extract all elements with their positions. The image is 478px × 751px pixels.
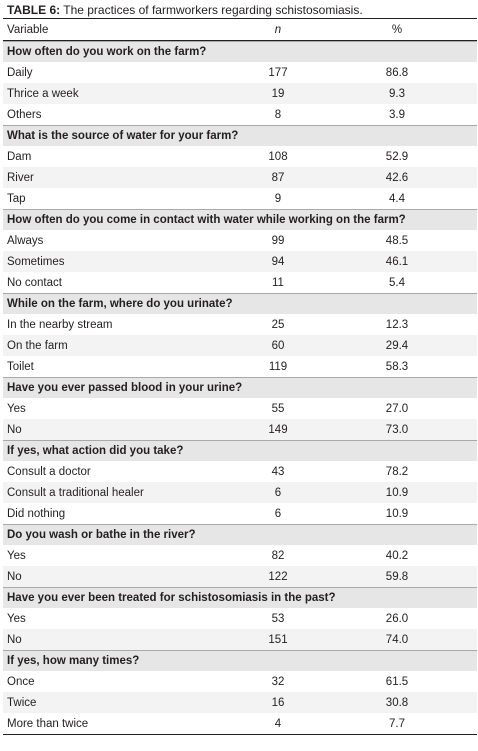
row-percent-value: 3.9 — [389, 108, 405, 121]
row-n-value: 151 — [268, 633, 288, 646]
table-row — [3, 419, 477, 440]
row-label: Yes — [7, 612, 26, 625]
row-percent-value: 7.7 — [389, 717, 405, 730]
row-percent-value: 59.8 — [385, 570, 409, 583]
row-percent-value: 12.3 — [385, 318, 409, 331]
row-label: In the nearby stream — [7, 318, 113, 331]
row-label: Dam — [7, 150, 32, 163]
row-percent-value: 10.9 — [385, 507, 409, 520]
row-label: Others — [7, 108, 42, 121]
row-label: Consult a doctor — [7, 465, 91, 478]
row-percent-value: 86.8 — [385, 66, 409, 79]
row-percent-value: 78.2 — [385, 465, 409, 478]
row-n-value: 43 — [271, 465, 285, 478]
section-title: If yes, how many times? — [7, 655, 140, 667]
table-row — [3, 545, 477, 566]
row-n-value: 6 — [274, 507, 282, 520]
row-label: Thrice a week — [7, 87, 79, 100]
table-row — [3, 671, 477, 692]
row-n-value: 25 — [271, 318, 285, 331]
row-n-value: 53 — [271, 612, 285, 625]
row-label: Did nothing — [7, 507, 66, 520]
row-percent-value: 46.1 — [385, 255, 409, 268]
row-percent-value: 52.9 — [385, 150, 409, 163]
row-label: No — [7, 423, 22, 436]
row-percent-value: 29.4 — [385, 339, 409, 352]
section-title: How often do you work on the farm? — [7, 46, 207, 58]
section-title: How often do you come in contact with water while working on the farm? — [7, 214, 406, 226]
table-row — [3, 566, 477, 587]
row-label: Toilet — [7, 360, 34, 373]
row-percent-value: 27.0 — [385, 402, 409, 415]
table-row — [3, 230, 477, 251]
table-row — [3, 356, 477, 377]
table-label: TABLE 6: — [7, 3, 61, 17]
table-row — [3, 482, 477, 503]
row-n-value: 9 — [274, 192, 282, 205]
row-percent-value: 74.0 — [385, 633, 409, 646]
row-n-value: 16 — [271, 696, 285, 709]
row-percent-value: 10.9 — [385, 486, 409, 499]
section-title: Have you ever been treated for schistosomiasis in the past? — [7, 592, 336, 604]
table-row — [3, 272, 477, 293]
row-n-value: 82 — [271, 549, 285, 562]
section-title: Do you wash or bathe in the river? — [7, 529, 196, 541]
row-n-value: 6 — [274, 486, 282, 499]
table-row — [3, 692, 477, 713]
table-body — [3, 41, 477, 734]
row-n-value: 55 — [271, 402, 285, 415]
table-row — [3, 251, 477, 272]
row-n-value: 60 — [271, 339, 285, 352]
header-n: n — [274, 23, 282, 36]
table-row — [3, 104, 477, 125]
row-percent-value: 48.5 — [385, 234, 409, 247]
section-header-row — [3, 524, 477, 545]
row-percent-value: 4.4 — [389, 192, 405, 205]
table-row — [3, 503, 477, 524]
row-label: Consult a traditional healer — [7, 486, 144, 499]
table-row — [3, 167, 477, 188]
row-label: Always — [7, 234, 44, 247]
row-percent-value: 40.2 — [385, 549, 409, 562]
row-percent-value: 9.3 — [389, 87, 405, 100]
section-header-row — [3, 125, 477, 146]
section-title: If yes, what action did you take? — [7, 445, 184, 457]
row-label: Yes — [7, 402, 26, 415]
row-n-value: 108 — [268, 150, 288, 163]
row-n-value: 4 — [274, 717, 282, 730]
header-percent: % — [391, 23, 403, 36]
header-variable: Variable — [7, 23, 49, 36]
section-header-row — [3, 377, 477, 398]
table-row — [3, 461, 477, 482]
row-n-value: 87 — [271, 171, 285, 184]
table-row — [3, 713, 477, 734]
row-label: No — [7, 633, 22, 646]
row-percent-value: 61.5 — [385, 675, 409, 688]
row-label: Twice — [7, 696, 37, 709]
table-row — [3, 314, 477, 335]
row-n-value: 11 — [272, 276, 284, 289]
table-row — [3, 188, 477, 209]
section-title: What is the source of water for your farm? — [7, 130, 239, 142]
row-percent-value: 5.4 — [389, 276, 405, 289]
row-label: Daily — [7, 66, 33, 79]
row-label: On the farm — [7, 339, 68, 352]
row-n-value: 99 — [271, 234, 285, 247]
section-header-row — [3, 650, 477, 671]
row-label: More than twice — [7, 717, 89, 730]
section-header-row — [3, 587, 477, 608]
section-header-row — [3, 293, 477, 314]
section-header-row — [3, 41, 477, 62]
row-n-value: 177 — [268, 66, 288, 79]
row-n-value: 94 — [271, 255, 285, 268]
row-label: Once — [7, 675, 35, 688]
row-label: Sometimes — [7, 255, 65, 268]
table-row — [3, 83, 477, 104]
section-header-row — [3, 440, 477, 461]
row-percent-value: 30.8 — [385, 696, 409, 709]
table-row — [3, 146, 477, 167]
table-title: The practices of farmworkers regarding schistosomiasis. — [63, 3, 363, 17]
row-n-value: 19 — [271, 87, 285, 100]
row-n-value: 32 — [271, 675, 285, 688]
row-n-value: 8 — [274, 108, 282, 121]
row-label: Tap — [7, 192, 26, 205]
row-n-value: 119 — [268, 360, 288, 373]
section-title: Have you ever passed blood in your urine? — [7, 382, 243, 394]
bottom-rule — [3, 734, 477, 735]
row-label: River — [7, 171, 34, 184]
section-title: While on the farm, where do you urinate? — [7, 298, 233, 310]
row-percent-value: 73.0 — [385, 423, 409, 436]
row-percent-value: 26.0 — [385, 612, 409, 625]
row-label: No contact — [7, 276, 62, 289]
table-row — [3, 629, 477, 650]
row-n-value: 122 — [268, 570, 288, 583]
table-row — [3, 335, 477, 356]
row-label: Yes — [7, 549, 26, 562]
table-container — [3, 0, 477, 735]
row-percent-value: 58.3 — [385, 360, 409, 373]
section-header-row — [3, 209, 477, 230]
row-percent-value: 42.6 — [385, 171, 409, 184]
table-header-row — [3, 19, 477, 41]
table-row — [3, 62, 477, 83]
row-n-value: 149 — [268, 423, 288, 436]
table-caption — [3, 0, 477, 18]
table-row — [3, 398, 477, 419]
table-row — [3, 608, 477, 629]
row-label: No — [7, 570, 22, 583]
